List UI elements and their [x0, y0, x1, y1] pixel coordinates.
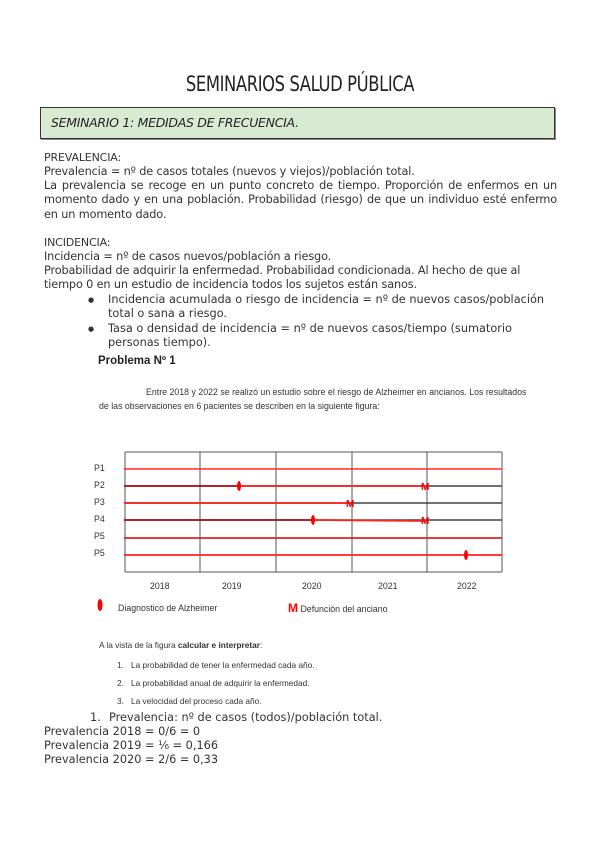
patient-label: P4: [94, 514, 105, 524]
death-marker-icon: M: [421, 516, 430, 527]
answer-line: Prevalencia 2020 = 2/6 = 0,33: [44, 753, 219, 766]
patient-label: P5: [94, 548, 105, 558]
question-number: 2.: [117, 678, 124, 688]
question-intro: [99, 640, 262, 650]
legend-death-icon: M: [288, 601, 298, 615]
answer-line: Prevalencia 2018 = 0/6 = 0: [44, 725, 201, 738]
answer-number: 1.: [90, 711, 101, 724]
prevalencia-heading: PREVALENCIA:: [44, 151, 122, 164]
question-intro-text: A la vista de la figura: [99, 640, 178, 650]
question-item: [117, 660, 315, 670]
year-label: 2022: [457, 581, 477, 591]
legend-death: [288, 601, 388, 615]
death-marker-icon: M: [346, 499, 355, 510]
question-text: La probabilidad de tener la enfermedad cada año.: [131, 660, 315, 670]
question-item: [117, 678, 310, 688]
diagnosis-marker-icon: [464, 550, 468, 560]
problem-intro-line-1: Entre 2018 y 2022 se realizó un estudio sobre el riesgo de Alzheimer en ancianos. Los resultados: [146, 387, 527, 397]
bullet-item: ● Incidencia acumulada o riesgo de incidencia = nº de nuevos casos/población total o sana a riesgo.: [88, 293, 548, 322]
bullet-item: ● Tasa o densidad de incidencia = nº de nuevos casos/tiempo (sumatorio personas tiempo).: [88, 322, 548, 351]
patient-label: P3: [94, 497, 105, 507]
question-intro-colon: :: [259, 640, 263, 650]
prevalencia-formula: Prevalencia = nº de casos totales (nuevos y viejos)/población total.: [44, 165, 415, 178]
incidencia-description-2: tiempo 0 en un estudio de incidencia todos los sujetos están sanos.: [44, 278, 417, 291]
patient-label: P5: [94, 531, 105, 541]
question-intro-bold: calcular e interpretar: [177, 640, 260, 650]
chart-grid: [125, 452, 502, 572]
death-marker-icon: M: [421, 482, 430, 493]
question-number: 3.: [117, 696, 124, 706]
seminar-header-text: SEMINARIO 1: MEDIDAS DE FRECUENCIA.: [51, 115, 299, 130]
legend-diagnosis-icon: [98, 599, 103, 611]
question-item: [117, 696, 262, 706]
legend-diagnosis-label: Diagnostico de Alzheimer: [118, 603, 218, 613]
incidencia-formula: Incidencia = nº de casos nuevos/población a riesgo.: [44, 250, 332, 263]
answer-item: [90, 711, 382, 725]
question-text: La probabilidad anual de adquirir la enfermedad.: [131, 678, 310, 688]
incidencia-description-1: Probabilidad de adquirir la enfermedad. Probabilidad condicionada. Al hecho de que al: [44, 264, 521, 277]
legend-death-label: Defunción del anciano: [300, 604, 388, 614]
year-label: 2021: [378, 581, 398, 591]
problem-intro-line-2: de las observaciones en 6 pacientes se describen en la siguiente figura:: [99, 400, 380, 411]
problem-title: Problema Nº 1: [98, 355, 176, 367]
year-label: 2018: [150, 581, 170, 591]
page-title: SEMINARIOS SALUD PÚBLICA: [185, 72, 415, 96]
answer-line: Prevalencia 2019 = ⅙ = 0,166: [44, 739, 219, 752]
diagnosis-marker-icon: [237, 481, 241, 491]
question-number: 1.: [117, 660, 124, 670]
prevalencia-description: La prevalencia se recoge en un punto concreto de tiempo. Proporción de enfermos en un momento dado y en una población. Probabilidad (riesgo) de que un individuo esté enfermo en un momento dado.: [44, 179, 557, 221]
incidencia-heading: INCIDENCIA:: [44, 236, 111, 249]
patient-label: P1: [94, 463, 105, 473]
diagnosis-marker-icon: [311, 515, 315, 525]
answer-text: Prevalencia: nº de casos (todos)/población total.: [109, 711, 383, 724]
patient-label: P2: [94, 480, 105, 490]
year-label: 2020: [302, 581, 322, 591]
year-label: 2019: [222, 581, 242, 591]
question-text: La velocidad del proceso cada año.: [131, 696, 262, 706]
